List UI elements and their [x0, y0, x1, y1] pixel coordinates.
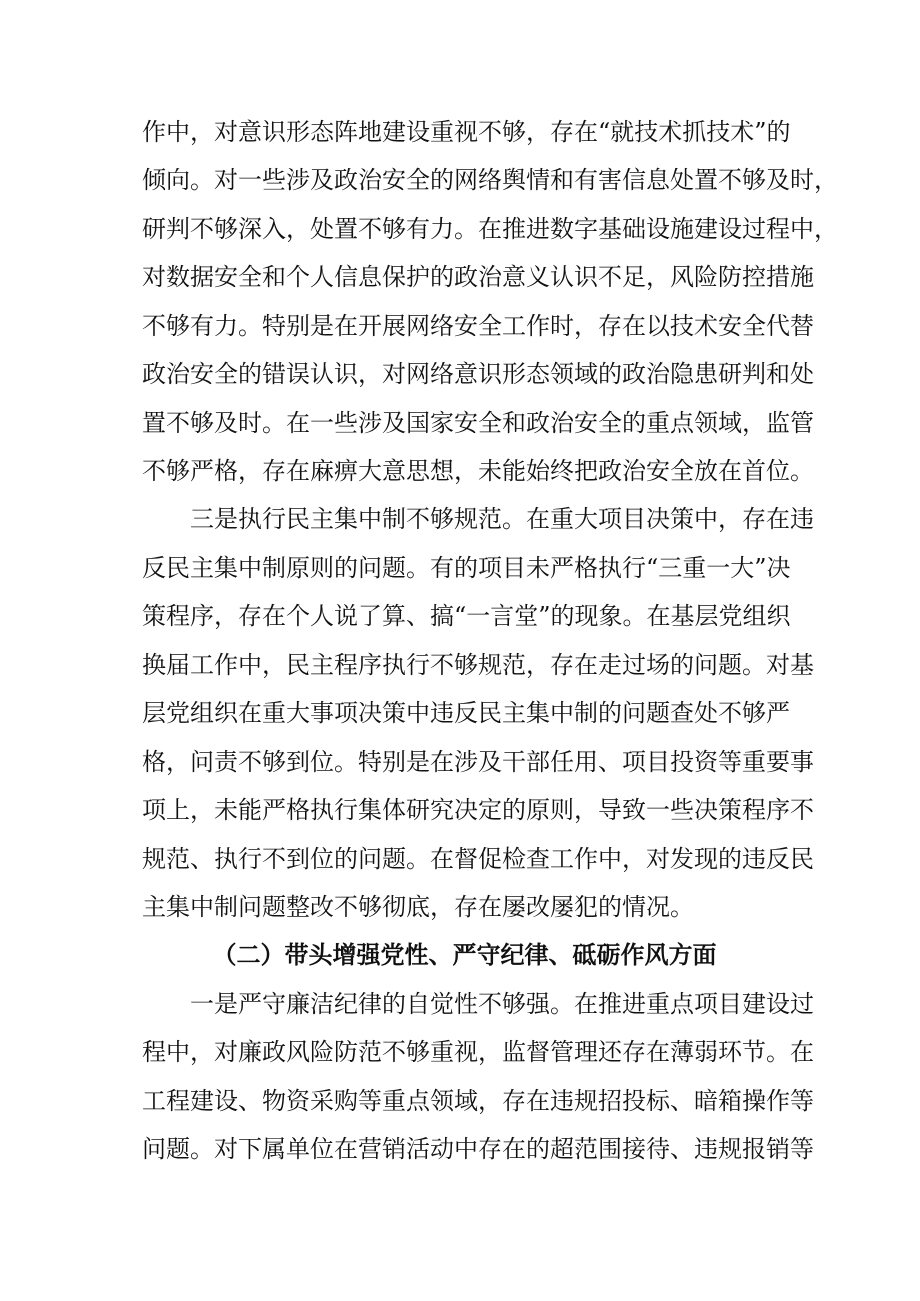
- paragraph-line: 项上，未能严格执行集体研究决定的原则，导致一些决策程序不: [142, 796, 814, 824]
- paragraph-line: 层党组织在重大事项决策中违反民主集中制的问题查处不够严: [142, 699, 790, 727]
- paragraph-line: 格，问责不够到位。特别是在涉及干部任用、项目投资等重要事: [142, 748, 814, 776]
- section-heading: （二）带头增强党性、严守纪律、砥砺作风方面: [212, 941, 717, 969]
- paragraph-line: 对数据安全和个人信息保护的政治意义认识不足，风险防控措施: [142, 263, 814, 291]
- paragraph-line: 不够有力。特别是在开展网络安全工作时，存在以技术安全代替: [142, 312, 814, 340]
- paragraph-line: 工程建设、物资采购等重点领域，存在违规招投标、暗箱操作等: [142, 1087, 814, 1115]
- paragraph-line: 一是严守廉洁纪律的自觉性不够强。在推进重点项目建设过: [190, 990, 814, 1018]
- paragraph-line: 倾向。对一些涉及政治安全的网络舆情和有害信息处置不够及时，: [142, 166, 838, 194]
- paragraph-line: 问题。对下属单位在营销活动中存在的超范围接待、违规报销等: [142, 1135, 814, 1163]
- paragraph-line: 程中，对廉政风险防范不够重视，监督管理还存在薄弱环节。在: [142, 1038, 814, 1066]
- paragraph-line: 政治安全的错误认识，对网络意识形态领域的政治隐患研判和处: [142, 360, 814, 388]
- paragraph-line: 研判不够深入，处置不够有力。在推进数字基础设施建设过程中，: [142, 215, 838, 243]
- paragraph-line: 作中，对意识形态阵地建设重视不够，存在“就技术抓技术”的: [142, 118, 791, 146]
- paragraph-line: 不够严格，存在麻痹大意思想，未能始终把政治安全放在首位。: [142, 457, 814, 485]
- paragraph-line: 规范、执行不到位的问题。在督促检查工作中，对发现的违反民: [142, 845, 814, 873]
- paragraph-line: 三是执行民主集中制不够规范。在重大项目决策中，存在违: [190, 505, 814, 533]
- paragraph-line: 主集中制问题整改不够彻底，存在屡改屡犯的情况。: [142, 893, 694, 921]
- paragraph-line: 换届工作中，民主程序执行不够规范，存在走过场的问题。对基: [142, 651, 814, 679]
- paragraph-line: 策程序，存在个人说了算、搞“一言堂”的现象。在基层党组织: [142, 602, 791, 630]
- paragraph-line: 置不够及时。在一些涉及国家安全和政治安全的重点领域，监管: [142, 409, 814, 437]
- paragraph-line: 反民主集中制原则的问题。有的项目未严格执行“三重一大”决: [142, 554, 791, 582]
